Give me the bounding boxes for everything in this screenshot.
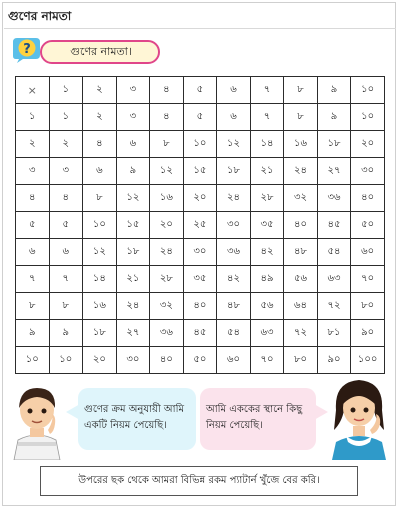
table-cell: ২৮	[150, 266, 184, 293]
table-cell: ৪২	[250, 239, 284, 266]
table-row	[16, 266, 385, 293]
table-cell: ১৮	[317, 131, 351, 158]
table-column-header: ১০	[351, 77, 385, 104]
table-cell: ৩৬	[217, 239, 251, 266]
table-cell: ৩৫	[250, 212, 284, 239]
table-cell: ৭২	[284, 320, 318, 347]
table-cell: ১০	[83, 212, 117, 239]
table-cell: ৮০	[351, 293, 385, 320]
table-row-header: ১	[16, 104, 50, 131]
table-cell: ৮	[150, 131, 184, 158]
table-row-header: ১০	[16, 347, 50, 374]
table-cell: ৮	[49, 293, 83, 320]
table-cell: ১৪	[83, 266, 117, 293]
table-cell: ৪	[83, 131, 117, 158]
table-cell: ২৪	[284, 158, 318, 185]
table-cell: ৫	[183, 104, 217, 131]
table-cell: ২৪	[217, 185, 251, 212]
table-row-header: ৯	[16, 320, 50, 347]
table-cell: ২৪	[116, 293, 150, 320]
table-cell: ১৬	[284, 131, 318, 158]
table-cell: ৭০	[351, 266, 385, 293]
svg-text:?: ?	[23, 42, 31, 57]
table-cell: ১৫	[183, 158, 217, 185]
table-cell: ১০	[183, 131, 217, 158]
table-cell: ৪০	[150, 347, 184, 374]
instruction-text: উপরের ছক থেকে আমরা বিভিন্ন রকম প্যাটার্ন খুঁজে বের করি।	[78, 475, 320, 486]
table-cell: ৫০	[183, 347, 217, 374]
table-cell: ১৮	[217, 158, 251, 185]
table-cell: ১৬	[83, 293, 117, 320]
table-row-header: ৬	[16, 239, 50, 266]
table-cell: ৩	[116, 104, 150, 131]
table-cell: ৩২	[150, 293, 184, 320]
table-row	[16, 104, 385, 131]
table-cell: ৮১	[317, 320, 351, 347]
table-cell: ১২	[116, 185, 150, 212]
table-cell: ৫৬	[250, 293, 284, 320]
table-cell: ৬৩	[250, 320, 284, 347]
table-corner-times-symbol: ×	[16, 77, 50, 104]
table-row-header: ৩	[16, 158, 50, 185]
table-cell: ৩০	[217, 212, 251, 239]
table-cell: ৪০	[284, 212, 318, 239]
table-cell: ৩	[49, 158, 83, 185]
table-column-header: ৯	[317, 77, 351, 104]
table-cell: ৬০	[217, 347, 251, 374]
table-cell: ১৬	[150, 185, 184, 212]
table-cell: ৫৪	[217, 320, 251, 347]
table-cell: ৪৫	[317, 212, 351, 239]
title-badge-text: গুণের নামতা।	[70, 45, 132, 58]
table-cell: ৪৫	[183, 320, 217, 347]
table-row	[16, 158, 385, 185]
table-cell: ১৫	[116, 212, 150, 239]
heading-divider	[4, 28, 396, 29]
table-column-header: ৬	[217, 77, 251, 104]
table-cell: ১	[49, 104, 83, 131]
table-cell: ২৫	[183, 212, 217, 239]
table-cell: ২০	[351, 131, 385, 158]
table-cell: ৬	[83, 158, 117, 185]
table-row	[16, 131, 385, 158]
table-cell: ৬	[49, 239, 83, 266]
table-cell: ৭	[49, 266, 83, 293]
table-cell: ৯০	[317, 347, 351, 374]
table-cell: ৪০	[183, 293, 217, 320]
table-cell: ৮০	[284, 347, 318, 374]
table-cell: ৩০	[116, 347, 150, 374]
table-cell: ১২	[150, 158, 184, 185]
table-cell: ২০	[150, 212, 184, 239]
table-row-header: ৫	[16, 212, 50, 239]
table-row	[16, 239, 385, 266]
boy-speech-text: গুণের ক্রম অনুযায়ী আমি একটি নিয়ম পেয়েছি।	[84, 404, 185, 431]
table-cell: ৯	[116, 158, 150, 185]
table-row	[16, 212, 385, 239]
table-cell: ৭	[250, 104, 284, 131]
table-cell: ২৪	[150, 239, 184, 266]
table-cell: ৬	[116, 131, 150, 158]
table-cell: ৪০	[351, 185, 385, 212]
table-cell: ৮	[83, 185, 117, 212]
table-row-header: ৭	[16, 266, 50, 293]
table-row	[16, 185, 385, 212]
table-cell: ২৭	[317, 158, 351, 185]
girl-speech-text: আমি এককের স্থানে কিছু নিয়ম পেয়েছি।	[206, 404, 303, 431]
table-cell: ১২	[217, 131, 251, 158]
table-cell: ৪৮	[284, 239, 318, 266]
table-cell: ১২	[83, 239, 117, 266]
table-cell: ২৭	[116, 320, 150, 347]
table-cell: ১০	[49, 347, 83, 374]
page-heading: গুণের নামতা	[8, 9, 72, 23]
table-column-header: ২	[83, 77, 117, 104]
table-cell: ৪৯	[250, 266, 284, 293]
table-cell: ৯০	[351, 320, 385, 347]
table-cell: ৯	[317, 104, 351, 131]
table-cell: ৩৫	[183, 266, 217, 293]
table-cell: ৬০	[351, 239, 385, 266]
table-cell: ৯	[49, 320, 83, 347]
table-cell: ১৮	[83, 320, 117, 347]
table-cell: ১৪	[250, 131, 284, 158]
table-cell: ৫৬	[284, 266, 318, 293]
table-cell: ৭২	[317, 293, 351, 320]
table-row-header: ৮	[16, 293, 50, 320]
table-cell: ৩৬	[150, 320, 184, 347]
table-cell: ২৮	[250, 185, 284, 212]
table-cell: ২১	[116, 266, 150, 293]
table-cell: ২০	[83, 347, 117, 374]
table-cell: ২০	[183, 185, 217, 212]
table-cell: ৫	[49, 212, 83, 239]
table-cell: ৪২	[217, 266, 251, 293]
table-cell: ৫৪	[317, 239, 351, 266]
table-column-header: ৭	[250, 77, 284, 104]
table-row	[16, 320, 385, 347]
boy-illustration	[6, 378, 68, 460]
table-cell: ৩০	[351, 158, 385, 185]
table-cell: ২	[83, 104, 117, 131]
table-row	[16, 293, 385, 320]
table-row-header: ২	[16, 131, 50, 158]
table-cell: ১৮	[116, 239, 150, 266]
boy-speech-bubble-tail	[66, 404, 80, 420]
table-cell: ১০০	[351, 347, 385, 374]
table-cell: ৫০	[351, 212, 385, 239]
table-column-header: ৪	[150, 77, 184, 104]
table-cell: ৮	[284, 104, 318, 131]
table-cell: ৩২	[284, 185, 318, 212]
table-row-header: ৪	[16, 185, 50, 212]
girl-illustration	[326, 370, 392, 460]
table-cell: ৪	[150, 104, 184, 131]
table-cell: ৪৮	[217, 293, 251, 320]
table-cell: ৬৩	[317, 266, 351, 293]
multiplication-table	[15, 76, 385, 374]
table-column-header: ১	[49, 77, 83, 104]
table-cell: ৬৪	[284, 293, 318, 320]
table-cell: ৭০	[250, 347, 284, 374]
table-column-header: ৫	[183, 77, 217, 104]
table-cell: ৬	[217, 104, 251, 131]
table-cell: ৩৬	[317, 185, 351, 212]
table-cell: ৪	[49, 185, 83, 212]
table-column-header: ৩	[116, 77, 150, 104]
table-cell: ২১	[250, 158, 284, 185]
table-cell: ২	[49, 131, 83, 158]
table-column-header: ৮	[284, 77, 318, 104]
table-header-row	[16, 77, 385, 104]
table-cell: ১০	[351, 104, 385, 131]
table-cell: ৩০	[183, 239, 217, 266]
